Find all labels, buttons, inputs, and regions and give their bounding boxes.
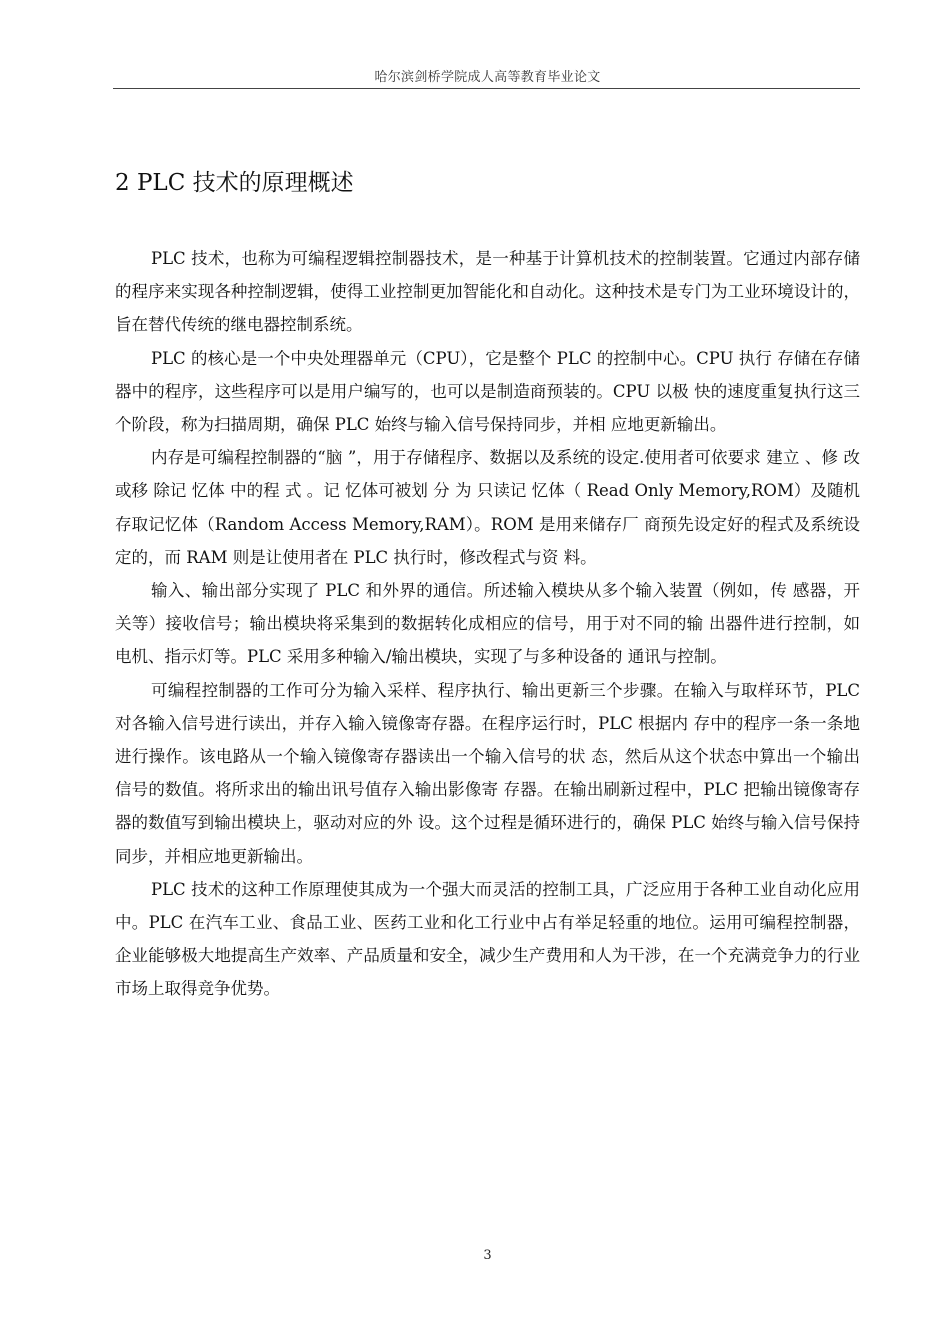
running-header: 哈尔滨剑桥学院成人高等教育毕业论文 <box>374 70 601 85</box>
paragraph-plc-definition: PLC 技术，也称为可编程逻辑控制器技术，是一种基于计算机技术的控制装置。它通过内部存储的程序来实现各种控制逻辑，使得工业控制更加智能化和自动化。这种技术是专门为工业环境设计的，旨在替代传统的继电器控制系统。 <box>115 249 860 335</box>
paragraph-memory: 内存是可编程控制器的“脑 ”，用于存储程序、数据以及系统的设定.使用者可依要求 建立 、修 改 或移 除记 忆体 中的程 式 。记 忆体可被划 分 为 只读记 忆体（ Read Only Memory,ROM）及随机存取记忆体（Random Access Memory,RAM）。ROM 是用来储存厂 商预先设定好的程式及系统设定的，而 RAM 则是让使用者在 PLC 执行时，修改程式与资 料。 <box>115 448 860 567</box>
body-text <box>115 242 860 1006</box>
page-number: 3 <box>483 1248 492 1263</box>
header-divider <box>113 88 860 89</box>
chapter-title: 2 PLC 技术的原理概述 <box>115 170 354 196</box>
paragraph-working-steps: 可编程控制器的工作可分为输入采样、程序执行、输出更新三个步骤。在输入与取样环节，PLC 对各输入信号进行读出，并存入输入镜像寄存器。在程序运行时，PLC 根据内 存中的程序一条一条地进行操作。该电路从一个输入镜像寄存器读出一个输入信号的状 态，然后从这个状态中算出一个输出信号的数值。将所求出的输出讯号值存入输出影像寄 存器。在输出刷新过程中，PLC 把输出镜像寄存器的数值写到输出模块上，驱动对应的外 设。这个过程是循环进行的，确保 PLC 始终与输入信号保持同步，并相应地更新输出。 <box>115 680 860 866</box>
paragraph-io: 输入、输出部分实现了 PLC 和外界的通信。所述输入模块从多个输入装置（例如，传 感器，开关等）接收信号；输出模块将采集到的数据转化成相应的信号，用于对不同的输 出器件进行控制，如电机、指示灯等。PLC 采用多种输入/输出模块，实现了与多种设备的 通讯与控制。 <box>115 581 860 667</box>
paragraph-applications: PLC 技术的这种工作原理使其成为一个强大而灵活的控制工具，广泛应用于各种工业自动化应用中。PLC 在汽车工业、食品工业、医药工业和化工行业中占有举足轻重的地位。运用可编程控制器，企业能够极大地提高生产效率、产品质量和安全，减少生产费用和人为干涉，在一个充满竞争力的行业市场上取得竞争优势。 <box>115 879 860 999</box>
paragraph-cpu: PLC 的核心是一个中央处理器单元（CPU），它是整个 PLC 的控制中心。CPU 执行 存储在存储器中的程序，这些程序可以是用户编写的，也可以是制造商预装的。CPU 以极 快的速度重复执行这三个阶段，称为扫描周期，确保 PLC 始终与输入信号保持同步，并相 应地更新输出。 <box>115 348 860 435</box>
